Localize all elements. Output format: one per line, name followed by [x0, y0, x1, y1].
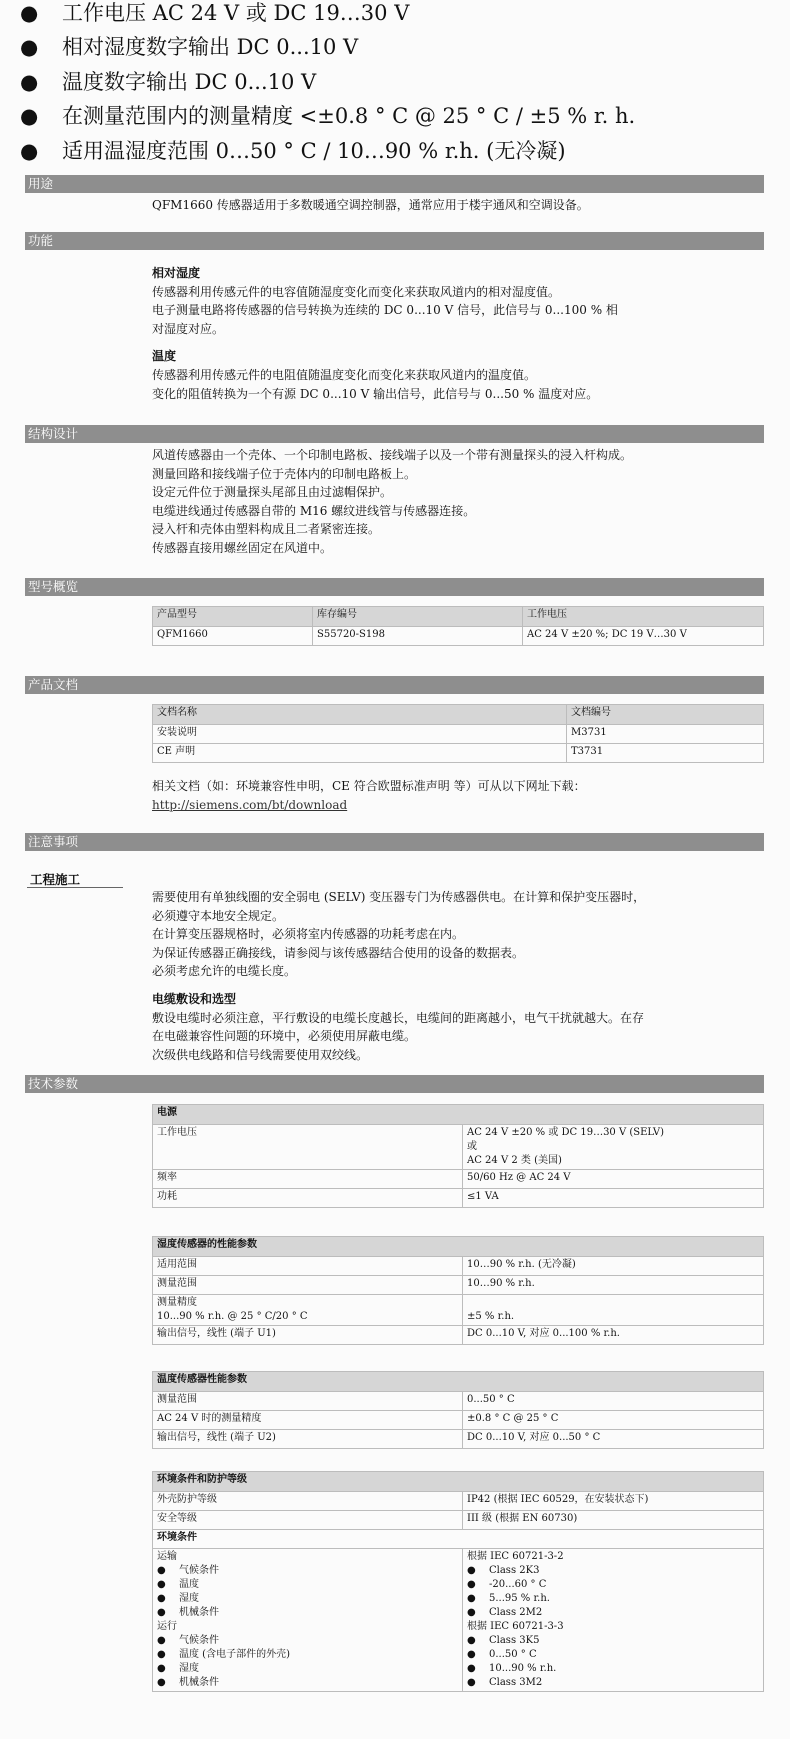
- rh-heading: 相对湿度: [152, 266, 201, 280]
- power-table: [152, 1104, 764, 1208]
- bullet-icon: ●: [467, 1565, 476, 1576]
- table-row: 运输 ● 气候条件 ● 温度 ● 湿度 ● 机械条件 运行 ● 气候条件 ● 温度 (含电子部件的外壳) ● 湿度 ● 机械条件 根据 IEC 60721-3-2 ● Class 2K3 ● -20...60 ° C ● 5...95 % r.h. ● Class 2M2 根据 IEC 60721-3-3 ● Class 3K5 ● 0...50 ° C ● 10...90 % r.h. ● Class 3M2: [153, 1549, 764, 1692]
- table-header-row: 湿度传感器的性能参数: [153, 1237, 764, 1257]
- environment-table: [152, 1471, 764, 1692]
- section-header-usage: 用途: [25, 175, 764, 193]
- docs-table: [152, 704, 764, 763]
- table-row: AC 24 V 时的测量精度 ±0.8 ° C @ 25 ° C: [153, 1411, 764, 1430]
- feature-list: [20, 0, 790, 172]
- section-header-models: 型号概览: [25, 578, 764, 596]
- table-row: 测量范围 10…90 % r.h.: [153, 1276, 764, 1295]
- feature-item: ● 在测量范围内的测量精度 <±0.8 ° C @ 25 ° C / ±5 % r. h.: [20, 104, 636, 129]
- table-row: 环境条件: [153, 1530, 764, 1549]
- bullet-icon: ●: [467, 1607, 476, 1618]
- section-header-docs: 产品文档: [25, 676, 764, 694]
- function-block: 相对湿度 传感器利用传感元件的电容值随湿度变化而变化来获取风道内的相对湿度值。 电子测量电路将传感器的信号转换为连续的 DC 0...10 V 信号，此信号与 0...100 % 相 对湿度对应。 温度 传感器利用传感元件的电阻值随温度变化而变化来获取风道内的温度值。 变化的阻值转换为一个有源 DC 0...10 V 输出信号，此信号与 0...50 % 温度对应。: [152, 264, 764, 403]
- notes-block: 需要使用有单独线圈的安全弱电 (SELV) 变压器专门为传感器供电。在计算和保护变压器时， 必须遵守本地安全规定。 在计算变压器规格时，必须将室内传感器的功耗考虑在内。 为保证传感器正确接线，请参阅与该传感器结合使用的设备的数据表。 必须考虑允许的电缆长度。 电缆敷设和选型 敷设电缆时必须注意，平行敷设的电缆长度越长，电缆间的距离越小，电气干扰就越大。在存 在电磁兼容性问题的环境中，必须使用屏蔽电缆。 次级供电线路和信号线需要使用双绞线。: [152, 888, 764, 1064]
- docs-note: 相关文档（如：环境兼容性申明，CE 符合欧盟标准声明 等）可从以下网址下载： http://siemens.com/bt/download: [152, 779, 586, 812]
- table-row: 输出信号，线性 (端子 U2) DC 0...10 V, 对应 0...50 ° C: [153, 1430, 764, 1449]
- table-header-row: 文档名称 文档编号: [153, 705, 764, 725]
- bullet-icon: ●: [467, 1593, 476, 1604]
- bullet-icon: ●: [157, 1565, 166, 1576]
- table-header-row: 电源: [153, 1105, 764, 1125]
- bullet-icon: ●: [157, 1593, 166, 1604]
- feature-item: ● 工作电压 AC 24 V 或 DC 19…30 V: [20, 1, 410, 25]
- bullet-icon: ●: [157, 1635, 166, 1646]
- table-row: 测量精度 10...90 % r.h. @ 25 ° C/20 ° C ±5 % r.h.: [153, 1295, 764, 1326]
- engineering-subheading: 工程施工: [30, 872, 81, 887]
- table-row: CE 声明 T3731: [153, 744, 764, 763]
- table-row: 功耗 ≤1 VA: [153, 1189, 764, 1208]
- bullet-icon: ●: [20, 104, 39, 129]
- section-header-tech: 技术参数: [25, 1075, 764, 1093]
- section-header-notes: 注意事项: [25, 833, 764, 851]
- table-row: 测量范围 0...50 ° C: [153, 1392, 764, 1411]
- bullet-icon: ●: [467, 1649, 476, 1660]
- table-row: 工作电压 AC 24 V ±20 % 或 DC 19…30 V (SELV) 或 AC 24 V 2 类 (美国): [153, 1125, 764, 1170]
- download-link[interactable]: http://siemens.com/bt/download: [152, 797, 348, 812]
- table-row: 安装说明 M3731: [153, 725, 764, 744]
- bullet-icon: ●: [467, 1579, 476, 1590]
- bullet-icon: ●: [157, 1579, 166, 1590]
- feature-item: ● 温度数字输出 DC 0...10 V: [20, 69, 317, 94]
- design-block: 风道传感器由一个壳体、一个印制电路板、接线端子以及一个带有测量探头的浸入杆构成。 测量回路和接线端子位于壳体内的印制电路板上。 设定元件位于测量探头尾部且由过滤帽保护。 电缆进线通过传感器自带的 M16 螺纹进线管与传感器连接。 浸入杆和壳体由塑料构成且二者紧密连接。 传感器直接用螺丝固定在风道中。: [152, 448, 633, 555]
- bullet-icon: ●: [467, 1677, 476, 1688]
- table-header-row: 环境条件和防护等级: [153, 1472, 764, 1492]
- bullet-icon: ●: [20, 69, 39, 94]
- table-header-row: 温度传感器性能参数: [153, 1372, 764, 1392]
- humidity-table: [152, 1236, 764, 1345]
- table-row: 输出信号，线性 (端子 U1) DC 0...10 V, 对应 0...100 % r.h.: [153, 1326, 764, 1345]
- subheading-divider: [27, 887, 123, 888]
- section-header-function: 功能: [25, 232, 764, 250]
- bullet-icon: ●: [467, 1635, 476, 1646]
- temp-heading: 温度: [152, 349, 177, 364]
- bullet-icon: ●: [157, 1663, 166, 1674]
- bullet-icon: ●: [157, 1677, 166, 1688]
- feature-item: ● 相对湿度数字输出 DC 0...10 V: [20, 35, 359, 60]
- table-row: 安全等级 III 级 (根据 EN 60730): [153, 1511, 764, 1530]
- table-row: 适用范围 10…90 % r.h. (无冷凝): [153, 1257, 764, 1276]
- feature-item: ● 适用温湿度范围 0…50 ° C / 10…90 % r.h. (无冷凝): [20, 138, 566, 163]
- bullet-icon: ●: [20, 138, 39, 163]
- section-header-design: 结构设计: [25, 425, 764, 443]
- table-row: 外壳防护等级 IP42 (根据 IEC 60529，在安装状态下): [153, 1492, 764, 1511]
- models-table: [152, 606, 764, 646]
- table-row: QFM1660 S55720-S198 AC 24 V ±20 %; DC 19 V…30 V: [153, 627, 764, 646]
- temperature-table: [152, 1371, 764, 1449]
- bullet-icon: ●: [20, 1, 39, 25]
- usage-text: QFM1660 传感器适用于多数暖通空调控制器，通常应用于楼宇通风和空调设备。: [152, 198, 589, 212]
- bullet-icon: ●: [20, 35, 39, 60]
- table-header-row: 产品型号 库存编号 工作电压: [153, 607, 764, 627]
- bullet-icon: ●: [157, 1649, 166, 1660]
- bullet-icon: ●: [467, 1663, 476, 1674]
- table-row: 频率 50/60 Hz @ AC 24 V: [153, 1170, 764, 1189]
- bullet-icon: ●: [157, 1607, 166, 1618]
- cable-heading: 电缆敷设和选型: [152, 991, 237, 1006]
